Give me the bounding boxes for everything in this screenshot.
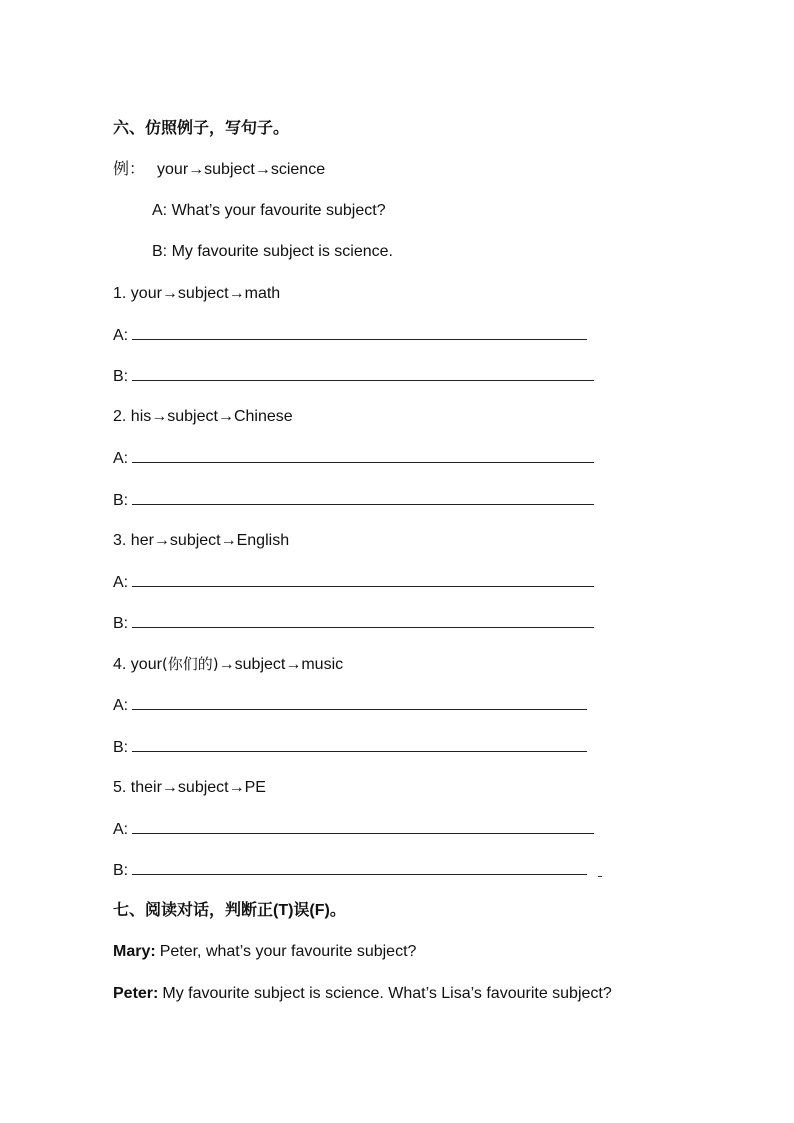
item-2-a-label: A:	[113, 450, 129, 467]
item-5-a-row	[113, 819, 594, 840]
item-2-b-row	[113, 490, 594, 511]
item-4-prompt-cjk: (你们的)	[161, 655, 219, 673]
example-label: 例：	[113, 161, 146, 178]
item-5-a-answer-line[interactable]	[132, 819, 594, 834]
item-4-b-answer-line[interactable]	[132, 737, 587, 752]
item-1-a-label: A:	[113, 327, 129, 344]
item-4-a-answer-line[interactable]	[132, 695, 587, 710]
item-5-b-answer-line[interactable]	[132, 860, 587, 875]
item-5-b-row	[113, 860, 587, 881]
item-5-prompt: 5. their→subject→PE	[113, 779, 266, 796]
section-7-title: 七、阅读对话，判断正(T)误(F)。	[113, 902, 346, 919]
item-1-b-row	[113, 366, 594, 387]
dialogue-text: My favourite subject is science. What’s Lisa’s favourite subject?	[162, 985, 612, 1002]
item-2-a-answer-line[interactable]	[132, 448, 594, 463]
item-1-a-answer-line[interactable]	[132, 325, 587, 340]
item-2-a-row	[113, 448, 594, 469]
item-4-prompt-post: →subject→music	[218, 656, 344, 673]
stray-mark	[598, 876, 602, 877]
item-3-a-answer-line[interactable]	[132, 572, 594, 587]
dialogue-speaker: Peter:	[113, 985, 159, 1002]
item-1-prompt: 1. your→subject→math	[113, 285, 281, 302]
item-4-b-label: B:	[113, 739, 129, 756]
item-4-b-row	[113, 737, 587, 758]
item-3-b-row	[113, 613, 594, 634]
item-1-b-answer-line[interactable]	[132, 366, 594, 381]
item-3-prompt: 3. her→subject→English	[113, 532, 290, 549]
item-5-a-label: A:	[113, 821, 129, 838]
item-1-a-row	[113, 325, 587, 346]
dialogue-speaker: Mary:	[113, 943, 156, 960]
dialogue-line-peter	[113, 984, 612, 1004]
example-answer-b: B: My favourite subject is science.	[152, 243, 393, 260]
item-1-b-label: B:	[113, 368, 129, 385]
item-4-prompt	[113, 654, 343, 675]
dialogue-text: Peter, what’s your favourite subject?	[159, 943, 417, 960]
example-prompt: your→subject→science	[157, 161, 326, 178]
dialogue-line-mary	[113, 942, 416, 962]
item-5-b-label: B:	[113, 862, 129, 879]
item-2-b-label: B:	[113, 492, 129, 509]
item-3-b-label: B:	[113, 615, 129, 632]
item-3-a-label: A:	[113, 574, 129, 591]
item-3-b-answer-line[interactable]	[132, 613, 594, 628]
section-6-title: 六、仿照例子，写句子。	[113, 120, 290, 137]
item-2-b-answer-line[interactable]	[132, 490, 594, 505]
example-answer-a: A: What’s your favourite subject?	[152, 202, 386, 219]
item-4-a-row	[113, 695, 587, 716]
item-4-a-label: A:	[113, 697, 129, 714]
example-row	[113, 160, 325, 180]
item-4-prompt-pre: 4. your	[113, 656, 162, 673]
item-2-prompt: 2. his→subject→Chinese	[113, 408, 293, 425]
item-3-a-row	[113, 572, 594, 593]
